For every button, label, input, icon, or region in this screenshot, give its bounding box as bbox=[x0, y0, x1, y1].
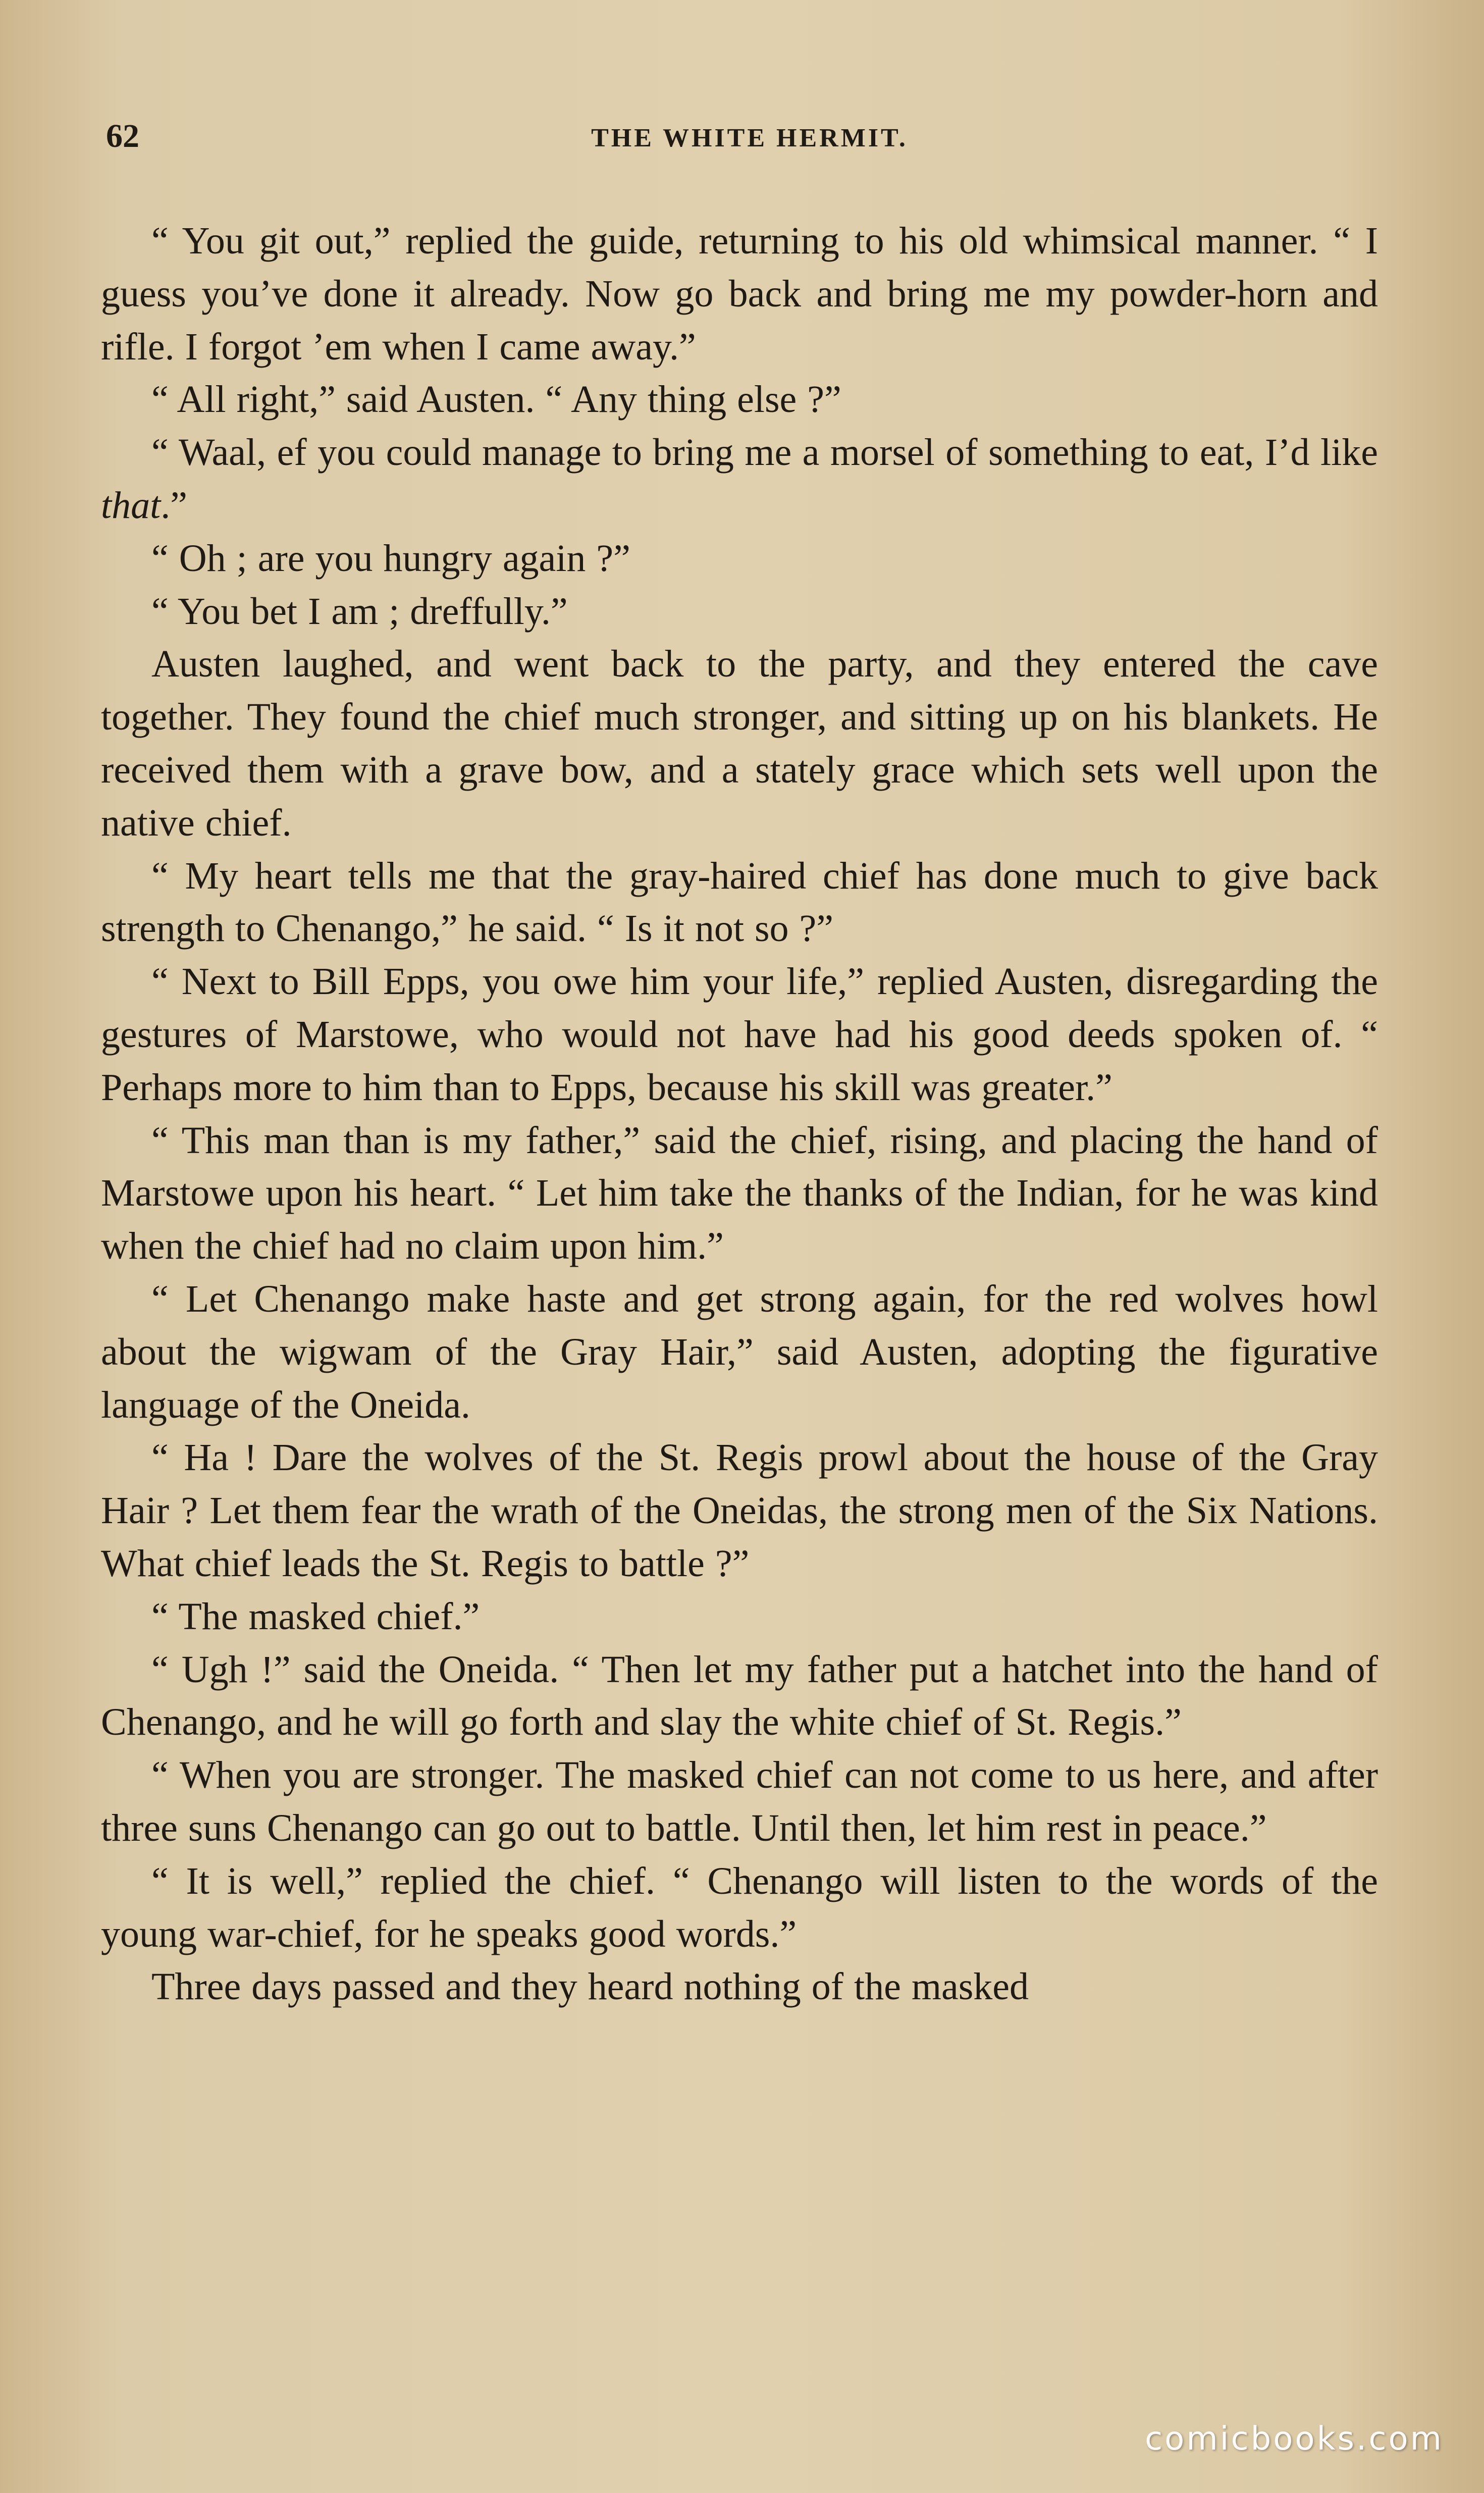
paragraph: “ The masked chief.” bbox=[151, 1595, 480, 1638]
watermark: comicbooks.com bbox=[1144, 2420, 1444, 2458]
page-body bbox=[101, 215, 1378, 2013]
paragraph: “ Oh ; are you hungry again ?” bbox=[151, 537, 630, 580]
paragraph: “ You git out,” replied the guide, returning to his old whimsical manner. “ I guess you’ve done it already. Now go back and bring me my powder-horn and rifle. I forgot ’em when I came away.” bbox=[101, 220, 1378, 368]
paragraph: “ Ha ! Dare the wolves of the St. Regis prowl about the house of the Gray Hair ? Let them fear the wrath of the Oneidas, the strong men of the Six Nations. What chief leads the St. Regis to battle ?” bbox=[101, 1436, 1378, 1585]
emphasized-word: that bbox=[101, 484, 161, 527]
paragraph: “ It is well,” replied the chief. “ Chenango will listen to the words of the young war-chief, for he speaks good words.” bbox=[101, 1859, 1378, 1955]
paragraph: “ Ugh !” said the Oneida. “ Then let my father put a hatchet into the hand of Chenango, and he will go forth and slay the white chief of St. Regis.” bbox=[101, 1648, 1378, 1744]
paragraph-text: “ Waal, ef you could manage to bring me a morsel of something to eat, I’d like bbox=[151, 431, 1378, 474]
paragraph: Three days passed and they heard nothing of the masked bbox=[151, 1965, 1029, 2008]
paragraph: “ This man than is my father,” said the chief, rising, and placing the hand of Marstowe upon his heart. “ Let him take the thanks of the Indian, for he was kind when the chief had no claim upon him.” bbox=[101, 1119, 1378, 1268]
paragraph: Austen laughed, and went back to the party, and they entered the cave together. They found the chief much stronger, and sitting up on his blankets. He received them with a grave bow, and a stately grace which sets well upon the native chief. bbox=[101, 643, 1378, 844]
paragraph bbox=[101, 426, 1378, 532]
paragraph: “ All right,” said Austen. “ Any thing else ?” bbox=[151, 378, 841, 421]
page-number: 62 bbox=[106, 118, 139, 154]
paragraph: “ When you are stronger. The masked chief can not come to us here, and after three suns Chenango can go out to battle. Until then, let him rest in peace.” bbox=[101, 1754, 1378, 1849]
paragraph: “ You bet I am ; dreffully.” bbox=[151, 590, 568, 633]
running-title: THE WHITE HERMIT. bbox=[591, 124, 908, 152]
paragraph-text: .” bbox=[161, 484, 187, 527]
paragraph: “ Next to Bill Epps, you owe him your life,” replied Austen, disregarding the gestures of Marstowe, who would not have had his good deeds spoken of. “ Perhaps more to him than to Epps, because his skill was greater.” bbox=[101, 960, 1378, 1109]
paragraph: “ Let Chenango make haste and get strong again, for the red wolves howl about the wigwam of the Gray Hair,” said Austen, adopting the figurative language of the Oneida. bbox=[101, 1277, 1378, 1426]
paragraph: “ My heart tells me that the gray-haired chief has done much to give back strength to Chenango,” he said. “ Is it not so ?” bbox=[101, 854, 1378, 950]
page-header bbox=[106, 117, 1393, 173]
